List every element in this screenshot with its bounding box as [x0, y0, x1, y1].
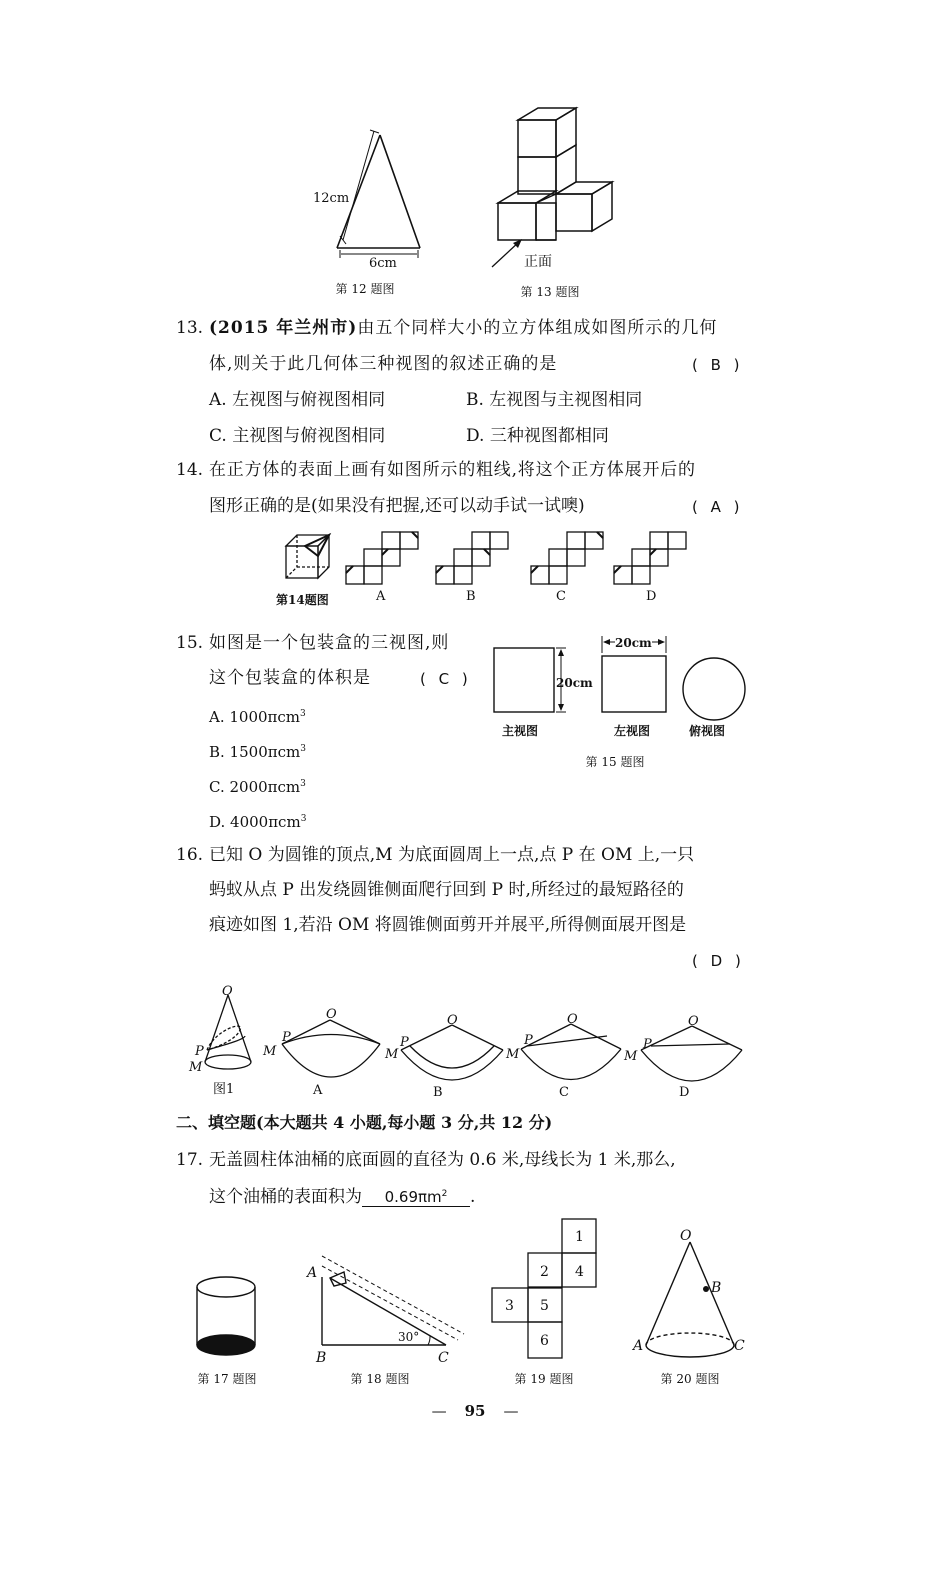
q15-line1: 如图是一个包装盒的三视图,则 — [209, 633, 450, 653]
q15-line2: 这个包装盒的体积是 — [209, 668, 371, 688]
svg-text:M: M — [506, 1047, 520, 1062]
q15-option-b-text: B. 1500πcm — [209, 743, 301, 761]
svg-text:P: P — [524, 1033, 533, 1048]
q16-number: 16. — [176, 845, 204, 865]
svg-text:M: M — [189, 1060, 203, 1075]
fig19-caption: 第 19 题图 — [514, 1372, 574, 1386]
q16-line1: 已知 O 为圆锥的顶点,M 为底面圆周上一点,点 P 在 OM 上,一只 — [209, 845, 695, 865]
q13-option-d: D. 三种视图都相同 — [466, 426, 609, 446]
svg-text:A: A — [307, 1265, 318, 1281]
fig14-label-c: C — [556, 589, 566, 604]
fig15-view-front: 主视图 — [502, 724, 539, 738]
fig16-label-a: A — [313, 1083, 323, 1098]
svg-text:M: M — [263, 1044, 277, 1059]
q15-option-b-exp: 3 — [300, 744, 306, 754]
fig16-label-b: B — [433, 1085, 443, 1100]
fig14-label-d: D — [646, 589, 657, 604]
q13-option-a: A. 左视图与俯视图相同 — [209, 390, 386, 410]
page-number: 95 — [464, 1402, 486, 1420]
fig17-caption: 第 17 题图 — [197, 1372, 257, 1386]
q16-answer: ( D ) — [692, 952, 741, 970]
svg-text:C: C — [734, 1338, 745, 1354]
point-b-dot — [703, 1286, 709, 1292]
fig15-width-label: 20cm — [615, 636, 652, 650]
q15-option-c-text: C. 2000πcm — [209, 778, 301, 796]
svg-text:M: M — [385, 1047, 399, 1062]
q14-answer: ( A ) — [692, 498, 740, 516]
fig16-label-d: D — [679, 1085, 690, 1100]
svg-text:30°: 30° — [398, 1330, 420, 1344]
q15-option-a-text: A. 1000πcm — [209, 708, 301, 726]
q17-blank-answer: 0.69πm — [384, 1188, 442, 1206]
fig16-caption: 图1 — [213, 1082, 235, 1097]
svg-text:M: M — [624, 1049, 638, 1064]
fig12-caption: 第 12 题图 — [335, 282, 395, 296]
q14-line2: 图形正确的是(如果没有把握,还可以动手试一试噢) — [209, 496, 585, 516]
q15-number: 15. — [176, 633, 204, 653]
q13-answer: ( B ) — [692, 356, 740, 374]
svg-text:O: O — [688, 1014, 699, 1029]
q15-option-d-exp: 3 — [300, 814, 307, 824]
svg-text:O: O — [222, 984, 233, 999]
svg-text:5: 5 — [540, 1298, 549, 1314]
fig15-caption: 第 15 题图 — [585, 755, 645, 769]
svg-text:4: 4 — [575, 1264, 584, 1280]
q13-source: (2015 年兰州市) — [209, 318, 358, 338]
svg-text:P: P — [195, 1044, 204, 1059]
section2-heading: 二、填空题(本大题共 4 小题,每小题 3 分,共 12 分) — [176, 1113, 553, 1132]
fig14-label-b: B — [466, 589, 476, 604]
fig18-triangle — [322, 1256, 464, 1345]
svg-text:P: P — [400, 1035, 409, 1050]
q15-answer: ( C ) — [420, 670, 468, 688]
q16-line3: 痕迹如图 1,若沿 OM 将圆锥侧面剪开并展平,所得侧面展开图是 — [209, 915, 687, 935]
front-label: 正面 — [524, 254, 552, 270]
base-label: 6cm — [369, 256, 397, 271]
q13-option-b: B. 左视图与主视图相同 — [466, 390, 643, 410]
svg-text:B: B — [316, 1350, 327, 1366]
svg-text:O: O — [326, 1007, 337, 1022]
svg-text:P: P — [282, 1030, 291, 1045]
fig15-view-top: 俯视图 — [689, 724, 726, 738]
fig20-caption: 第 20 题图 — [660, 1372, 720, 1386]
footer-dash-right: — — [503, 1402, 519, 1420]
q15-option-d-text: D. 4000πcm — [209, 813, 301, 831]
svg-text:B: B — [711, 1280, 722, 1296]
svg-text:3: 3 — [505, 1298, 514, 1314]
fig15-height-label: 20cm — [556, 676, 593, 690]
svg-text:O: O — [680, 1228, 692, 1244]
fig14-caption: 第14题图 — [276, 593, 329, 607]
q17-blank-exp: 2 — [441, 1189, 448, 1199]
q13-line1-text: 由五个同样大小的立方体组成如图所示的几何 — [357, 318, 718, 338]
q17-line2-text: 这个油桶的表面积为 — [209, 1187, 362, 1207]
svg-text:2: 2 — [540, 1264, 549, 1280]
fig14-label-a: A — [376, 589, 386, 604]
fig17-cylinder — [197, 1277, 255, 1355]
q15-option-c-exp: 3 — [300, 779, 306, 789]
svg-text:O: O — [447, 1013, 458, 1028]
svg-text:1: 1 — [575, 1229, 584, 1245]
q14-number: 14. — [176, 460, 204, 480]
q13-line2: 体,则关于此几何体三种视图的叙述正确的是 — [209, 354, 558, 374]
svg-text:6: 6 — [540, 1333, 549, 1349]
svg-text:O: O — [567, 1012, 578, 1027]
q16-line2: 蚂蚁从点 P 出发绕圆锥侧面爬行回到 P 时,所经过的最短路径的 — [209, 880, 684, 900]
q13-number: 13. — [176, 318, 204, 338]
fig13-caption: 第 13 题图 — [520, 285, 580, 299]
q13-option-c: C. 主视图与俯视图相同 — [209, 426, 386, 446]
svg-text:A: A — [633, 1338, 644, 1354]
q17-line1: 无盖圆柱体油桶的底面圆的直径为 0.6 米,母线长为 1 米,那么, — [209, 1150, 676, 1170]
footer-dash-left: — — [431, 1402, 447, 1420]
svg-text:P: P — [643, 1037, 652, 1052]
fig16-label-c: C — [559, 1085, 569, 1100]
q17-number: 17. — [176, 1150, 204, 1170]
page-footer — [0, 1402, 950, 1420]
q15-option-a-exp: 3 — [300, 709, 306, 719]
fig15-view-side: 左视图 — [614, 724, 651, 738]
fig18-caption: 第 18 题图 — [350, 1372, 410, 1386]
fig20-cone — [646, 1242, 734, 1357]
q17-end: . — [470, 1187, 476, 1207]
slant-label: 12cm — [313, 191, 350, 206]
q14-line1: 在正方体的表面上画有如图所示的粗线,将这个正方体展开后的 — [209, 460, 696, 480]
svg-text:C: C — [438, 1350, 449, 1366]
